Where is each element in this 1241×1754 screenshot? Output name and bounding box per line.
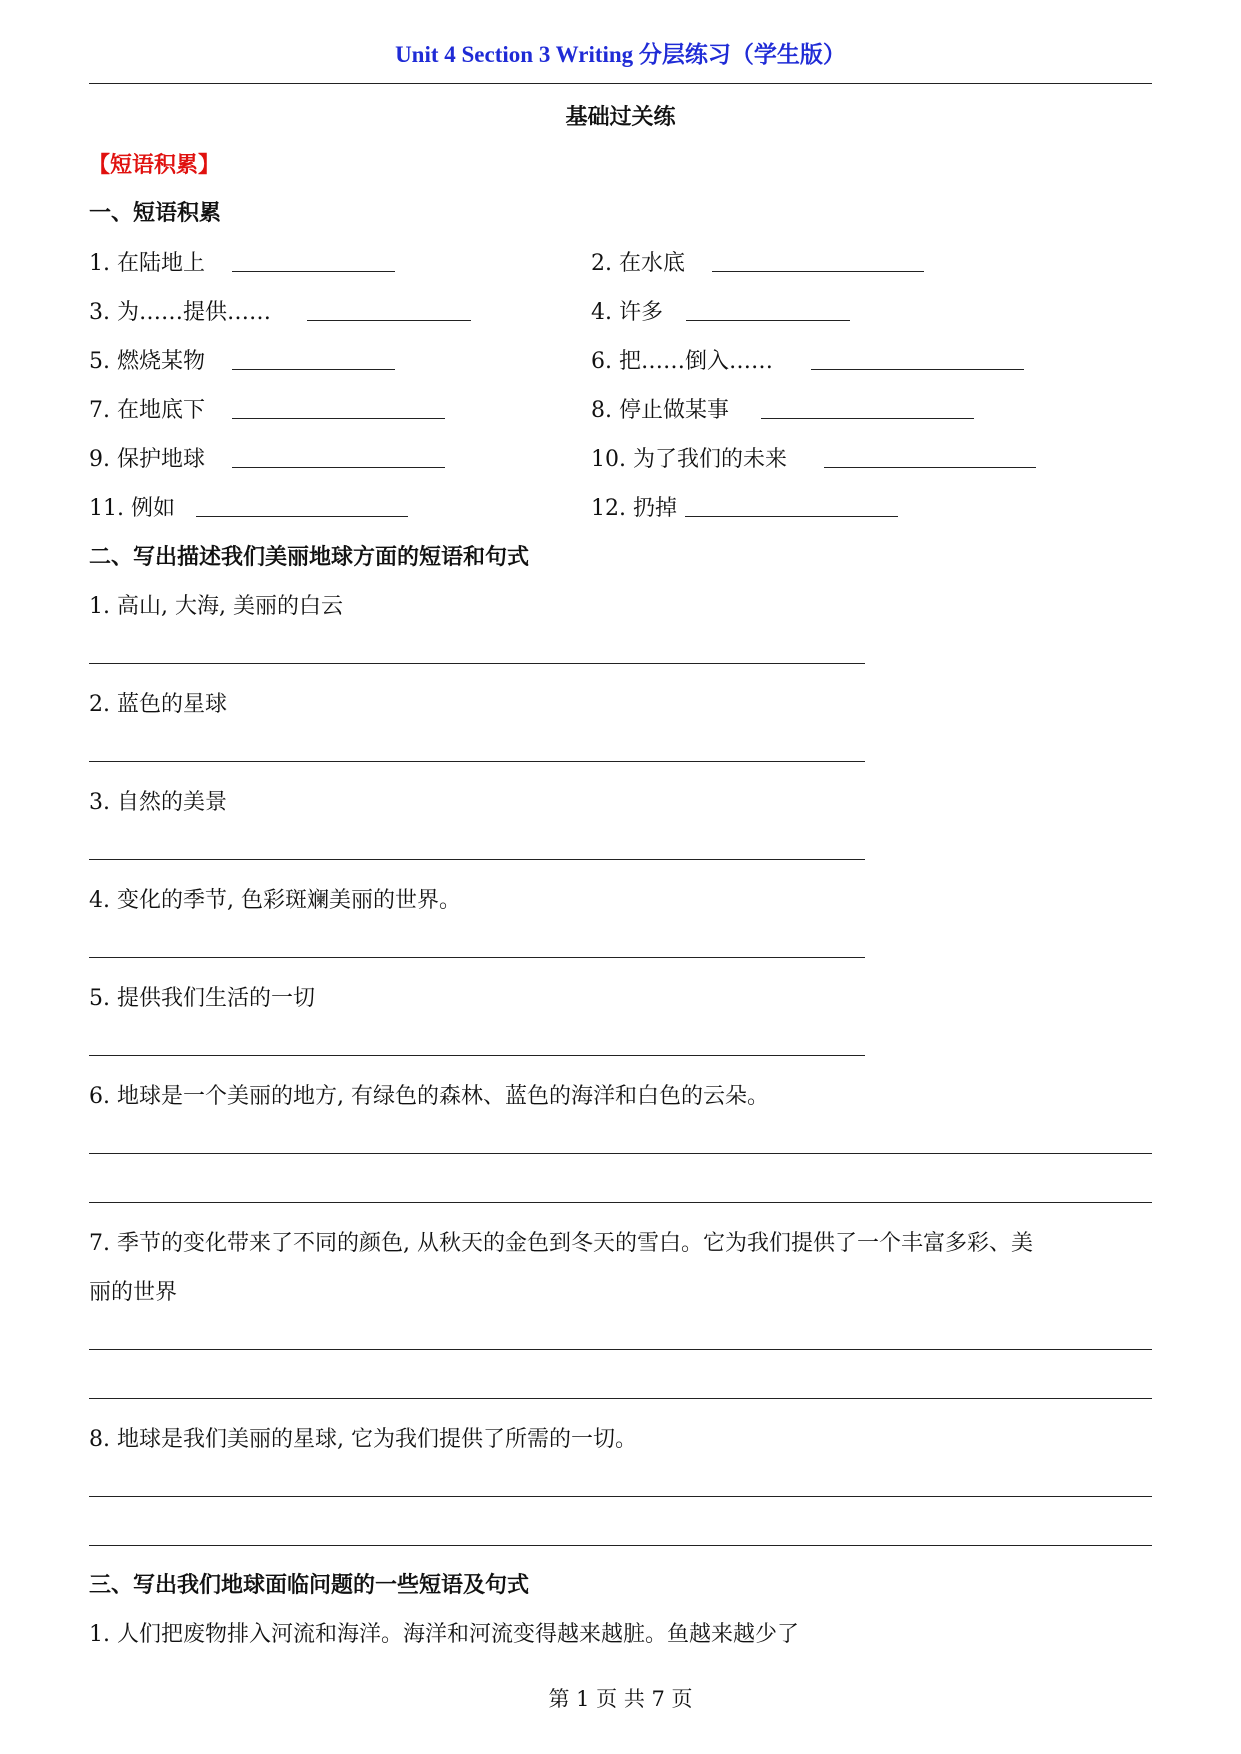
sentence-item-6: 6. 地球是一个美丽的地方, 有绿色的森林、蓝色的海洋和白色的云朵。 — [89, 1084, 769, 1109]
phrase-item-12: 12. 扔掉 — [591, 496, 677, 521]
category-label: 【短语积累】 — [88, 152, 221, 178]
header-divider — [89, 83, 1152, 84]
phrase-blank-12[interactable] — [685, 516, 898, 517]
phrase-blank-10[interactable] — [824, 467, 1036, 468]
section-3-title: 三、写出我们地球面临问题的一些短语及句式 — [89, 1572, 530, 1598]
phrase-item-9: 9. 保护地球 — [89, 447, 205, 472]
page-number: 第 1 页 共 7 页 — [548, 1687, 693, 1711]
answer-line-8a[interactable] — [89, 1496, 1152, 1497]
phrase-blank-2[interactable] — [712, 271, 924, 272]
answer-line-1[interactable] — [89, 663, 865, 664]
sentence-item-1: 1. 高山, 大海, 美丽的白云 — [89, 594, 343, 619]
answer-line-5[interactable] — [89, 1055, 865, 1056]
sentence-item-5: 5. 提供我们生活的一切 — [89, 986, 315, 1011]
phrase-item-2: 2. 在水底 — [591, 251, 685, 276]
sentence-item-7-continued: 丽的世界 — [89, 1280, 178, 1305]
phrase-item-11: 11. 例如 — [89, 496, 175, 521]
phrase-item-8: 8. 停止做某事 — [591, 398, 729, 423]
section-1-title: 一、短语积累 — [89, 200, 222, 226]
sentence-item-7: 7. 季节的变化带来了不同的颜色, 从秋天的金色到冬天的雪白。它为我们提供了一个丰富多彩、美 — [89, 1231, 1033, 1256]
sentence-item-3: 3. 自然的美景 — [89, 790, 227, 815]
answer-line-6b[interactable] — [89, 1202, 1152, 1203]
answer-line-3[interactable] — [89, 859, 865, 860]
phrase-item-7: 7. 在地底下 — [89, 398, 205, 423]
phrase-item-10: 10. 为了我们的未来 — [591, 447, 787, 472]
answer-line-8b[interactable] — [89, 1545, 1152, 1546]
answer-line-6a[interactable] — [89, 1153, 1152, 1154]
phrase-item-4: 4. 许多 — [591, 300, 663, 325]
answer-line-4[interactable] — [89, 957, 865, 958]
phrase-blank-1[interactable] — [232, 271, 395, 272]
answer-line-7b[interactable] — [89, 1398, 1152, 1399]
phrase-blank-3[interactable] — [307, 320, 471, 321]
phrase-blank-8[interactable] — [761, 418, 974, 419]
phrase-item-3: 3. 为……提供…… — [89, 300, 271, 325]
phrase-blank-5[interactable] — [232, 369, 395, 370]
phrase-item-5: 5. 燃烧某物 — [89, 349, 205, 374]
phrase-item-1: 1. 在陆地上 — [89, 251, 205, 276]
sentence-item-2: 2. 蓝色的星球 — [89, 692, 227, 717]
section-2-title: 二、写出描述我们美丽地球方面的短语和句式 — [89, 544, 530, 570]
phrase-blank-9[interactable] — [232, 467, 445, 468]
sentence-item-8: 8. 地球是我们美丽的星球, 它为我们提供了所需的一切。 — [89, 1427, 637, 1452]
answer-line-7a[interactable] — [89, 1349, 1152, 1350]
phrase-item-6: 6. 把……倒入…… — [591, 349, 773, 374]
phrase-blank-11[interactable] — [196, 516, 408, 517]
level-title: 基础过关练 — [565, 104, 676, 130]
phrase-blank-7[interactable] — [232, 418, 445, 419]
phrase-blank-6[interactable] — [811, 369, 1024, 370]
problem-item-1: 1. 人们把废物排入河流和海洋。海洋和河流变得越来越脏。鱼越来越少了 — [89, 1622, 799, 1647]
phrase-blank-4[interactable] — [686, 320, 850, 321]
sentence-item-4: 4. 变化的季节, 色彩斑斓美丽的世界。 — [89, 888, 461, 913]
answer-line-2[interactable] — [89, 761, 865, 762]
document-header-title: Unit 4 Section 3 Writing 分层练习（学生版） — [395, 42, 846, 67]
